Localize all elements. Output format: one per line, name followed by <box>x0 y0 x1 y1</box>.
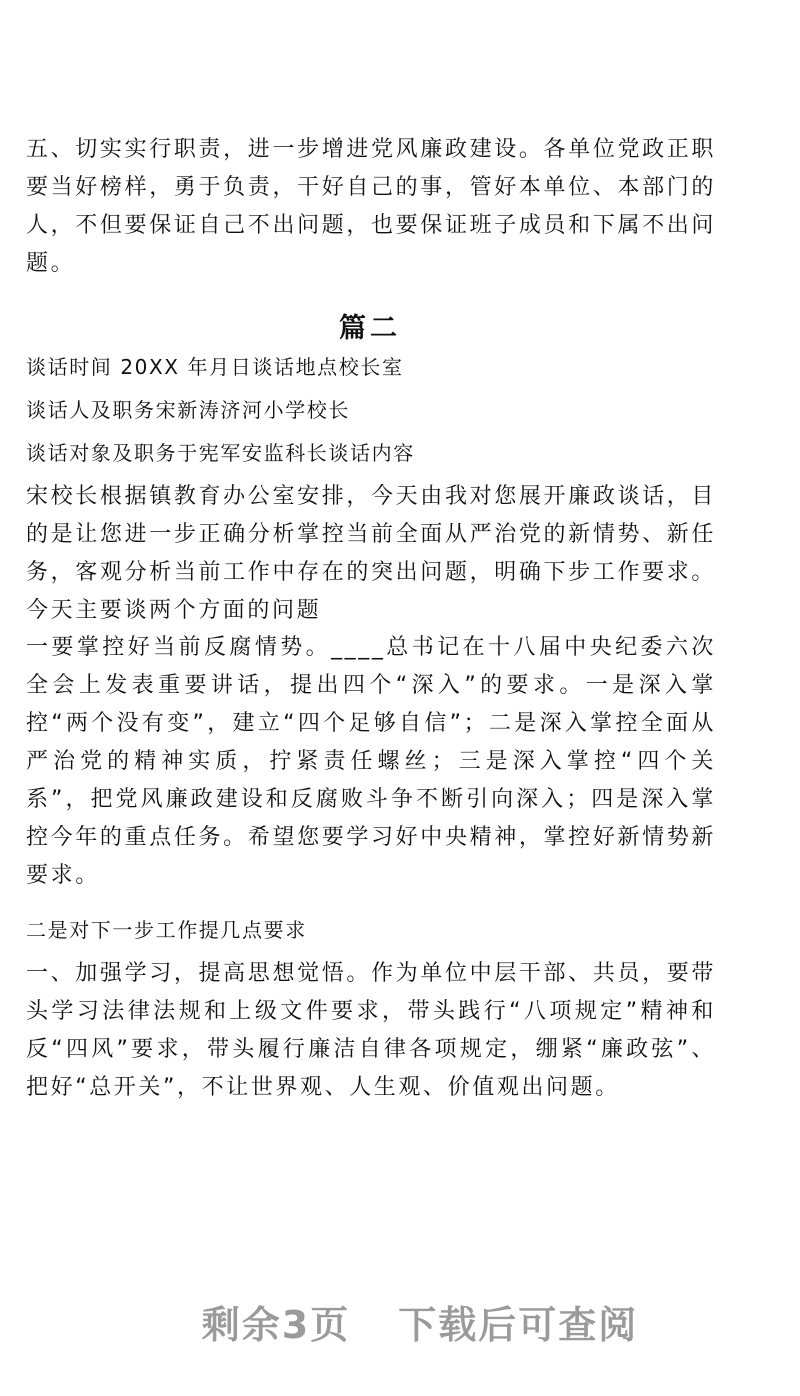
download-to-view-label[interactable]: 下载后可查阅 <box>398 1303 639 1347</box>
section-heading: 篇二 <box>339 313 401 344</box>
paragraph-study: 一、加强学习，提高思想觉悟。作为单位中层干部、共员，要带头学习法律法规和上级文件要求，带头践行“八项规定”精神和反“四风”要求，带头履行廉洁自律各项规定，绷紧“廉政弦”、把好“总开关”，不让世界观、人生观、价值观出问题。 <box>26 961 716 1100</box>
paragraph-intro: 宋校长根据镇教育办公室安排，今天由我对您展开廉政谈话，目的是让您进一步正确分析掌控当前全面从严治党的新情势、新任务，客观分析当前工作中存在的突出问题，明确下步工作要求。今天主要谈两个方面的问题 <box>26 484 716 623</box>
remaining-pages-label: 剩余3页 <box>201 1303 351 1347</box>
paragraph-anti-corruption: 一要掌控好当前反腐情势。____总书记在十八届中央纪委六次全会上发表重要讲话，提出四个“深入”的要求。一是深入掌控“两个没有变”，建立“四个足够自信”；二是深入掌控全面从严治党的精神实质，拧紧责任螺丝；三是深入掌控“四个关系”，把党风廉政建设和反腐败斗争不断引向深入；四是深入掌控今年的重点任务。希望您要学习好中央精神，掌控好新情势新要求。 <box>26 635 716 888</box>
download-banner[interactable] <box>0 1294 800 1349</box>
meta-time-location: 谈话时间 20XX 年月日谈话地点校长室 <box>26 355 404 379</box>
meta-speaker: 谈话人及职务宋新涛济河小学校长 <box>26 398 350 422</box>
meta-listener: 谈话对象及职务于宪军安监科长谈话内容 <box>26 441 415 465</box>
meta-requirements: 二是对下一步工作提几点要求 <box>26 918 307 942</box>
paragraph-duty: 五、切实实行职责，进一步增进党风廉政建设。各单位党政正职要当好榜样，勇于负责，干好自己的事，管好本单位、本部门的人，不但要保证自己不出问题，也要保证班子成员和下属不出问题。 <box>26 137 716 276</box>
